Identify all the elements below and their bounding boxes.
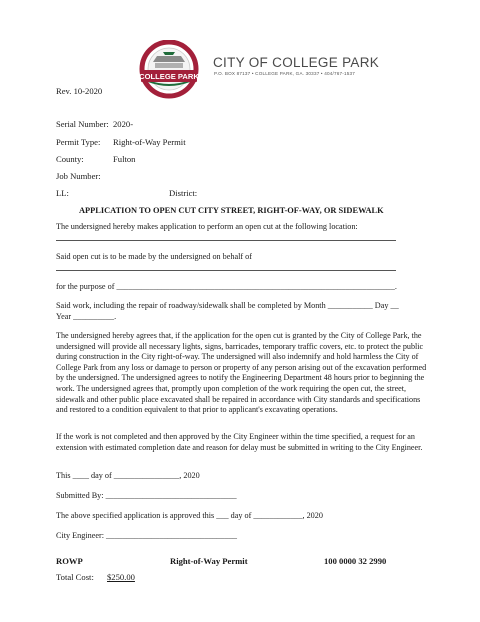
county-value: Fulton xyxy=(113,154,136,164)
behalf-line xyxy=(56,270,396,271)
job-number-label: Job Number: xyxy=(56,171,101,181)
approval-line: The above specified application is approved this ___ day of ____________, 2020 xyxy=(56,511,323,520)
city-engineer-line: City Engineer: ________________________________ xyxy=(56,531,238,540)
document-title: APPLICATION TO OPEN CUT CITY STREET, RIGHT-OF-WAY, OR SIDEWALK xyxy=(79,206,384,215)
extension-paragraph: If the work is not completed and then approved by the City Engineer within the time specified, a request for an extension with estimated completion date and reason for delay must be submitted in writing to the City Engineer. xyxy=(56,432,423,452)
intro-text: The undersigned hereby makes application to perform an open cut at the following location: xyxy=(56,222,358,231)
completion-text-line2: Year __________. xyxy=(56,312,117,321)
college-park-logo xyxy=(133,40,205,102)
city-address: P.O. BOX 87137 • COLLEGE PARK, GA. 30337 • 404/767-1537 xyxy=(214,71,355,76)
total-cost-value: $250.00 xyxy=(107,572,135,582)
revision-label: Rev. 10-2020 xyxy=(56,86,103,96)
seal-icon xyxy=(133,40,205,102)
county-label: County: xyxy=(56,154,84,164)
serial-number-label: Serial Number: xyxy=(56,119,109,129)
city-name: CITY OF COLLEGE PARK xyxy=(213,55,380,70)
agreement-paragraph: The undersigned hereby agrees that, if the application for the open cut is granted by the City of College Park, the undersigned will provide all necessary lights, signs, barricades, temporary traffic covers, etc. to protect the public during construction in the City right-of-way. The undersigned will also indemnify and hold harmless the City of College Park from any loss or damage to person or property of any person arising out of the excavation performed by the undersigned. The undersigned agrees to notify the Engineering Department 48 hours prior to beginning the work. The undersigned agrees that, promptly upon completion of the work requiring the open cut, the street, sidewalk and other public place excavated shall be repaired in accordance with City standards and specifications and restored to a condition equivalent to that prior to applicant's excavating operations. xyxy=(56,331,427,415)
logo-text: COLLEGE PARK xyxy=(139,72,199,81)
footer-permit-name: Right-of-Way Permit xyxy=(170,556,248,566)
footer-account-number: 100 0000 32 2990 xyxy=(324,556,387,566)
ll-label: LL: xyxy=(56,188,69,198)
footer-code: ROWP xyxy=(56,556,83,566)
permit-type-label: Permit Type: xyxy=(56,137,101,147)
permit-type-value: Right-of-Way Permit xyxy=(113,137,186,147)
serial-number-value: 2020- xyxy=(113,119,134,129)
behalf-text: Said open cut is to be made by the undersigned on behalf of xyxy=(56,252,252,261)
submitted-by-line: Submitted By: ________________________________ xyxy=(56,491,237,500)
total-cost-label: Total Cost: xyxy=(56,572,94,582)
district-label: District: xyxy=(169,188,198,198)
location-line xyxy=(56,240,396,241)
completion-text-line1: Said work, including the repair of roadway/sidewalk shall be completed by Month ___________ Day __ xyxy=(56,301,399,310)
purpose-text: for the purpose of ____________________________________________________________________. xyxy=(56,282,397,291)
this-day-line: This ____ day of ________________, 2020 xyxy=(56,471,200,480)
